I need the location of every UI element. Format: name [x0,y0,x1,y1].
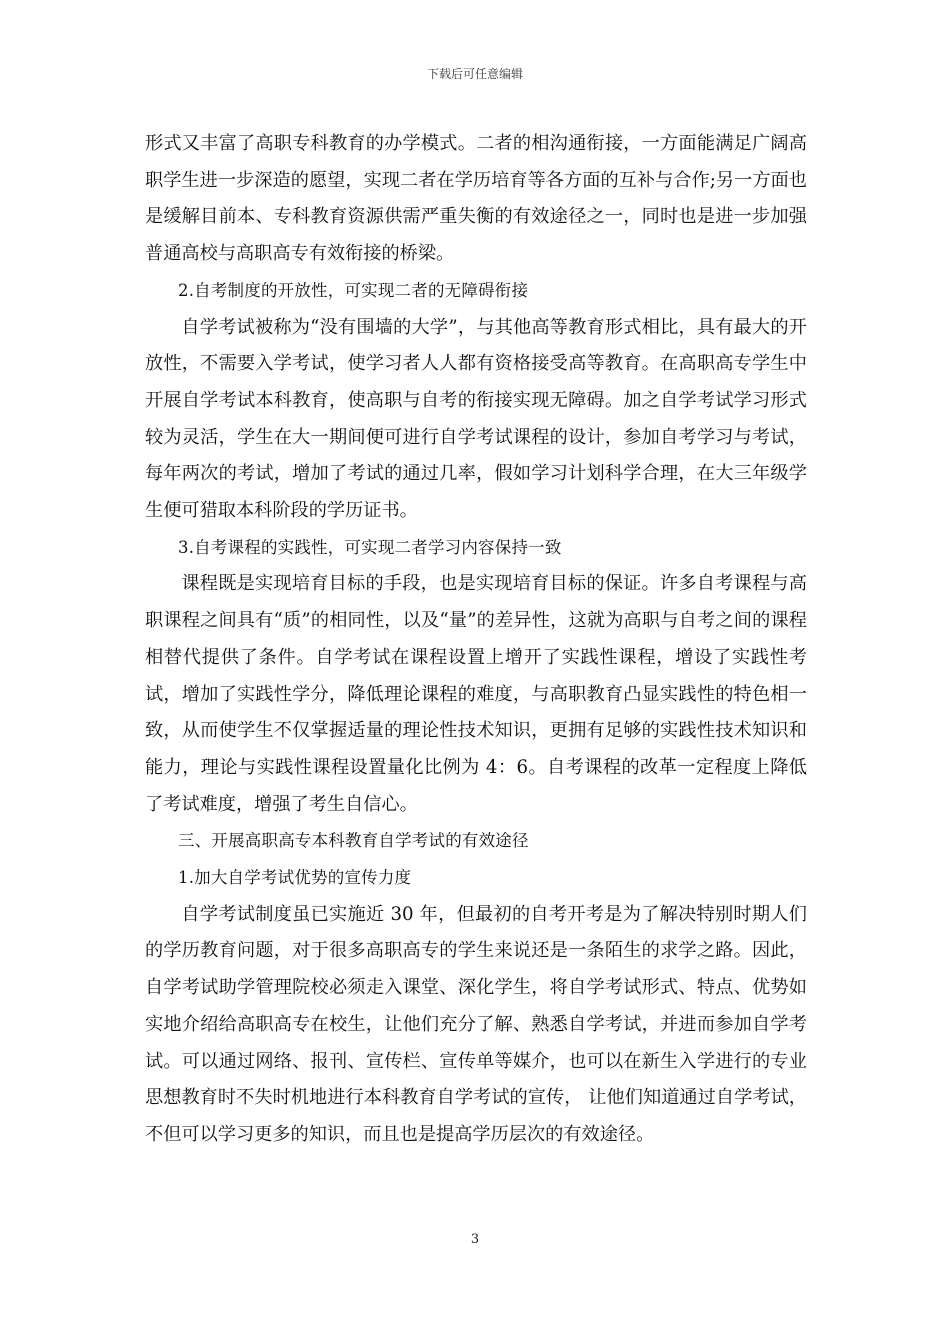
page-number: 3 [470,1232,480,1247]
section-heading-3: 3.自考课程的实践性，可实现二者学习内容保持一致 [178,537,562,557]
section-heading-2: 2.自考制度的开放性，可实现二者的无障碍衔接 [178,280,529,300]
paragraph-practicality: 课程既是实现培育目标的手段，也是实现培育目标的保证。许多自考课程与高职课程之间具有“质”的相同性，以及“量”的差异性，这就为高职与自考之间的课程相替代提供了条件。自学考试在课程设置上增开了实践性课程，增设了实践性考试，增加了实践性学分，降低理论课程的难度，与高职教育凸显实践性的特色相一致，从而使学生不仅掌握适量的理论性技术知识，更拥有足够的实践性技术知识和能力，理论与实践性课程设置量化比例为 4：6。自考课程的改革一定程度上降低了考试难度，增强了考生自信心。 [145,573,807,815]
document-body [145,126,807,1154]
paragraph-openness: 自学考试被称为“没有围墙的大学”，与其他高等教育形式相比，具有最大的开放性，不需要入学考试，使学习者人人都有资格接受高等教育。在高职高专学生中开展自学考试本科教育，使高职与自考的衔接实现无障碍。加之自学考试学习形式较为灵活，学生在大一期间便可进行自学考试课程的设计，参加自考学习与考试，每年两次的考试，增加了考试的通过几率，假如学习计划科学合理，在大三年级学生便可猎取本科阶段的学历证书。 [145,316,807,522]
chapter-heading-three: 三、开展高职高专本科教育自学考试的有效途径 [178,831,529,851]
paragraph-promotion: 自学考试制度虽已实施近 30 年，但最初的自考开考是为了解决特别时期人们的学历教育问题，对于很多高职高专的学生来说还是一条陌生的求学之路。因此，自学考试助学管理院校必须走入课堂、深化学生，将自学考试形式、特点、优势如实地介绍给高职高专在校生，让他们充分了解、熟悉自学考试，并进而参加自学考试。可以通过网络、报刊、宣传栏、宣传单等媒介，也可以在新生入学进行的专业思想教育时不失时机地进行本科教育自学考试的宣传， 让他们知道通过自学考试，不但可以学习更多的知识，而且也是提高学历层次的有效途径。 [145,903,807,1145]
section-heading-1: 1.加大自学考试优势的宣传力度 [178,868,412,888]
page-header: 下载后可任意编辑 [426,67,523,81]
paragraph-continuation: 形式又丰富了高职专科教育的办学模式。二者的相沟通衔接，一方面能满足广阔高职学生进一步深造的愿望，实现二者在学历培育等各方面的互补与合作;另一方面也是缓解目前本、专科教育资源供需严重失衡的有效途径之一，同时也是进一步加强普通高校与高职高专有效衔接的桥梁。 [145,133,807,265]
